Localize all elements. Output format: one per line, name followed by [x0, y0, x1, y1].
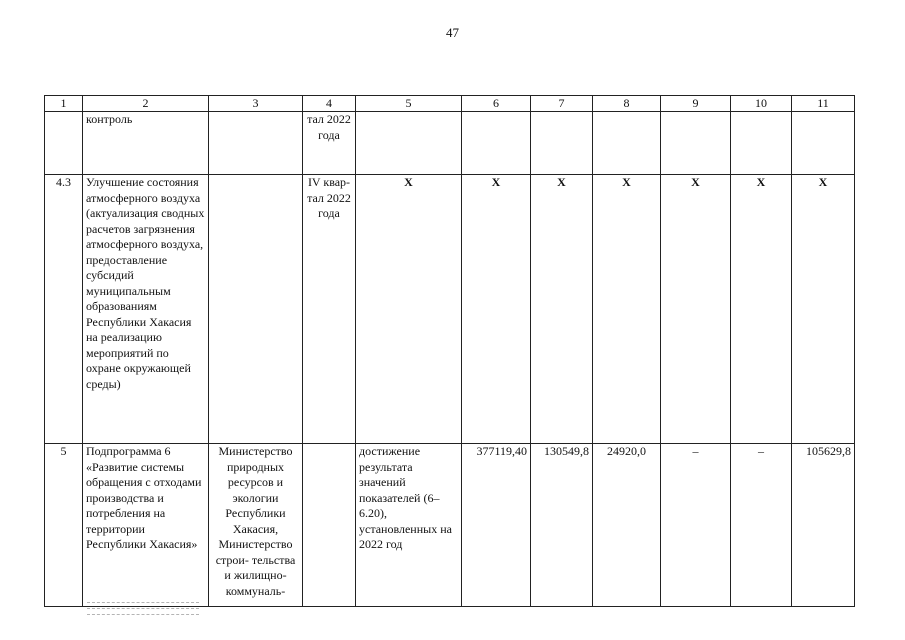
value-cell: – — [731, 444, 792, 607]
column-header: 3 — [209, 96, 303, 112]
deadline-cell: IV квар- тал 2022 года — [303, 175, 356, 444]
executor-cell — [209, 175, 303, 444]
stamp-text — [87, 598, 199, 634]
value-cell — [593, 112, 661, 175]
column-header: 2 — [83, 96, 209, 112]
value-cell: 105629,8 — [792, 444, 855, 607]
row-number-cell: 4.3 — [45, 175, 83, 444]
value-cell: Х — [593, 175, 661, 444]
value-cell: 24920,0 — [593, 444, 661, 607]
value-cell: Х — [792, 175, 855, 444]
result-cell: Х — [356, 175, 462, 444]
value-cell: Х — [661, 175, 731, 444]
value-cell — [792, 112, 855, 175]
column-number-row — [45, 96, 855, 112]
page-number: 47 — [446, 25, 459, 40]
column-header: 10 — [731, 96, 792, 112]
column-header: 1 — [45, 96, 83, 112]
value-cell: Х — [531, 175, 593, 444]
value-cell — [462, 112, 531, 175]
value-cell — [731, 112, 792, 175]
column-header: 5 — [356, 96, 462, 112]
table-row — [45, 175, 855, 444]
value-cell: 377119,40 — [462, 444, 531, 607]
row-number-cell — [45, 112, 83, 175]
column-header: 6 — [462, 96, 531, 112]
result-cell — [356, 112, 462, 175]
column-header: 8 — [593, 96, 661, 112]
program-table — [44, 95, 855, 607]
name-cell: Подпрограмма 6 «Развитие системы обращения с отходами производства и потребления на территории Республики Хакасия» — [83, 444, 209, 607]
column-header: 9 — [661, 96, 731, 112]
column-header: 7 — [531, 96, 593, 112]
row-number-cell: 5 — [45, 444, 83, 607]
name-cell: Улучшение состояния атмосферного воздуха (актуализация сводных расчетов загрязнения атмосферного воздуха, предоставление субсидий муниципальным образованиям Республики Хакасия на реализацию мероприятий по охране окружающей среды) — [83, 175, 209, 444]
value-cell: 130549,8 — [531, 444, 593, 607]
column-header: 4 — [303, 96, 356, 112]
table-row — [45, 112, 855, 175]
value-cell — [661, 112, 731, 175]
value-cell — [531, 112, 593, 175]
value-cell: – — [661, 444, 731, 607]
name-cell: контроль — [83, 112, 209, 175]
value-cell: Х — [731, 175, 792, 444]
table-row — [45, 444, 855, 607]
deadline-cell: тал 2022 года — [303, 112, 356, 175]
registration-stamp — [87, 598, 199, 634]
executor-cell — [209, 112, 303, 175]
deadline-cell — [303, 444, 356, 607]
executor-cell: Министерство природных ресурсов и экологии Республики Хакасия, Министерство строи- тельства и жилищно- коммуналь- — [209, 444, 303, 607]
column-header: 11 — [792, 96, 855, 112]
value-cell: Х — [462, 175, 531, 444]
result-cell: достижение результата значений показателей (6–6.20), установленных на 2022 год — [356, 444, 462, 607]
